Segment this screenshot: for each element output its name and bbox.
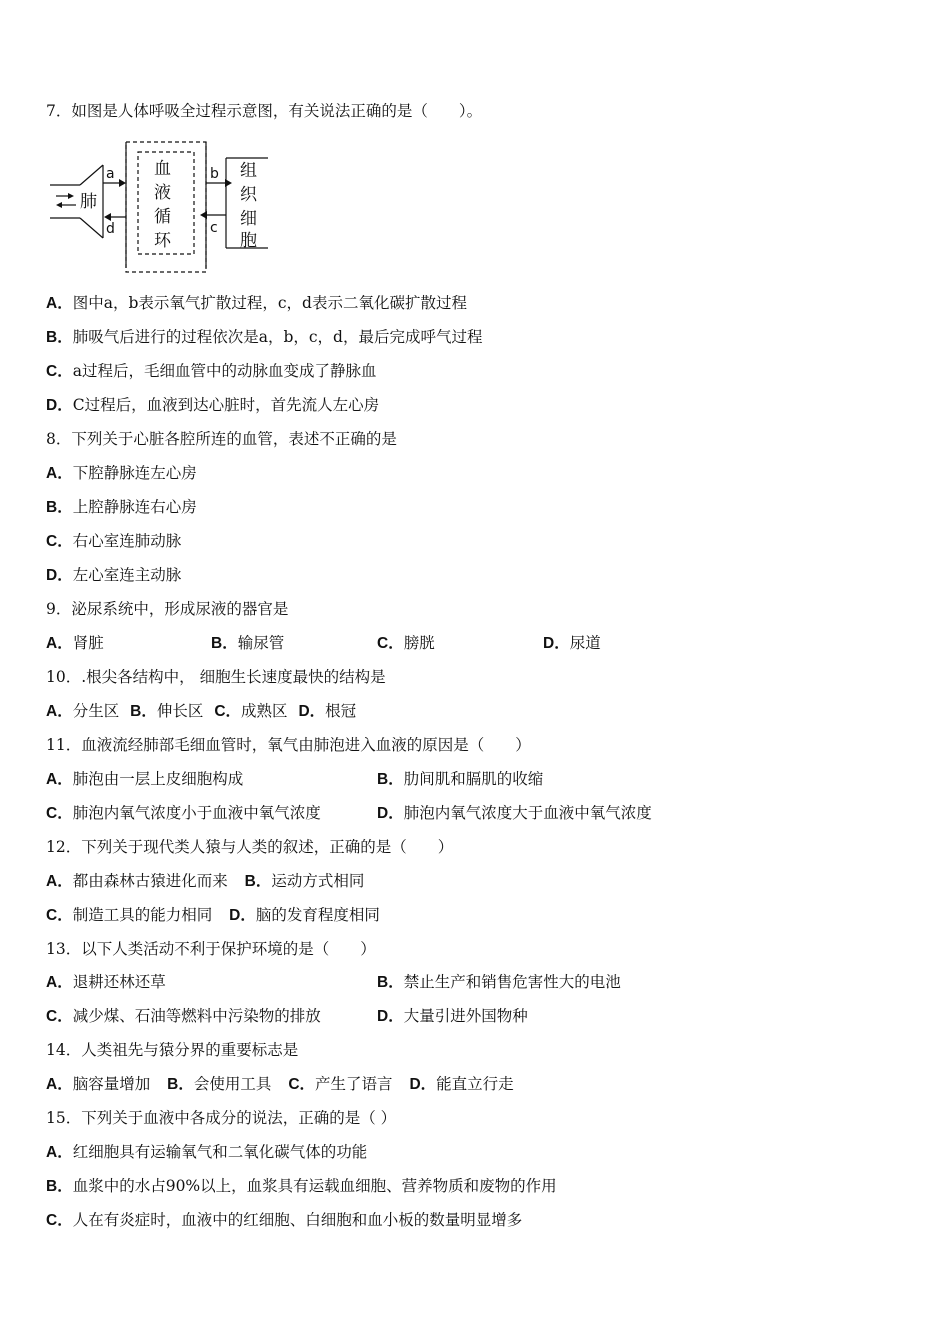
q12-options-row2 [46, 905, 380, 926]
q15-option-a[interactable]: A．红细胞具有运输氧气和二氧化碳气体的功能 [46, 1143, 368, 1161]
q11-option-c[interactable]: C．肺泡内氧气浓度小于血液中氧气浓度 [46, 804, 321, 822]
blood-char-2: 液 [154, 183, 171, 203]
lung-label: 肺 [80, 192, 97, 212]
q12-option-a[interactable]: A．都由森林古猿进化而来 [46, 872, 228, 890]
q9-options [46, 633, 746, 654]
q14-stem: 14．人类祖先与猿分界的重要标志是 [46, 1041, 299, 1059]
q8-option-b[interactable]: B．上腔静脉连右心房 [46, 498, 197, 516]
q11-stem: 11．血液流经肺部毛细血管时，氧气由肺泡进入血液的原因是（ ） [46, 736, 531, 754]
q8-option-a[interactable]: A．下腔静脉连左心房 [46, 464, 197, 482]
label-d: d [106, 221, 115, 237]
q10-options [46, 701, 356, 722]
q7-stem: 7．如图是人体呼吸全过程示意图，有关说法正确的是（ ）。 [46, 102, 483, 120]
tissue-char-3: 细 [240, 209, 257, 229]
q11-option-a[interactable]: A．肺泡由一层上皮细胞构成 [46, 770, 244, 788]
q10-option-a[interactable]: A．分生区 [46, 702, 120, 720]
q14-option-a[interactable]: A．脑容量增加 [46, 1075, 151, 1093]
q9-stem: 9．泌尿系统中，形成尿液的器官是 [46, 600, 289, 618]
label-c: c [210, 220, 218, 236]
q11-option-d[interactable]: D．肺泡内氧气浓度大于血液中氧气浓度 [377, 804, 652, 822]
q8-stem: 8．下列关于心脏各腔所连的血管，表述不正确的是 [46, 430, 397, 448]
label-b: b [210, 166, 219, 182]
q10-stem: 10．.根尖各结构中， 细胞生长速度最快的结构是 [46, 668, 386, 686]
tissue-char-2: 织 [240, 185, 257, 205]
q7-option-b[interactable]: B．肺吸气后进行的过程依次是a，b，c，d，最后完成呼气过程 [46, 328, 483, 346]
q9-option-a[interactable]: A．肾脏 [46, 634, 104, 652]
q9-option-c[interactable]: C．膀胱 [377, 634, 435, 652]
q13-option-c[interactable]: C．减少煤、石油等燃料中污染物的排放 [46, 1007, 321, 1025]
blood-char-1: 血 [154, 159, 171, 179]
q13-stem: 13．以下人类活动不利于保护环境的是（ ） [46, 940, 376, 958]
q13-option-d[interactable]: D．大量引进外国物种 [377, 1007, 528, 1025]
q12-option-b[interactable]: B．运动方式相同 [244, 872, 365, 890]
q10-option-b[interactable]: B．伸长区 [130, 702, 204, 720]
q7-option-d[interactable]: D．C过程后，血液到达心脏时，首先流人左心房 [46, 396, 380, 414]
blood-char-3: 循 [154, 207, 171, 227]
q15-stem: 15．下列关于血液中各成分的说法，正确的是（ ） [46, 1109, 397, 1127]
q12-option-d[interactable]: D．脑的发育程度相同 [229, 906, 380, 924]
q13-option-a[interactable]: A．退耕还林还草 [46, 973, 166, 991]
q14-option-d[interactable]: D．能直立行走 [409, 1075, 514, 1093]
q7-option-a[interactable]: A．图中a，b表示氧气扩散过程，c，d表示二氧化碳扩散过程 [46, 294, 467, 312]
q14-options [46, 1074, 514, 1095]
q14-option-c[interactable]: C．产生了语言 [288, 1075, 393, 1093]
tissue-char-1: 组 [240, 161, 257, 181]
q10-option-c[interactable]: C．成熟区 [214, 702, 288, 720]
q13-option-b[interactable]: B．禁止生产和销售危害性大的电池 [377, 973, 621, 991]
q10-option-d[interactable]: D．根冠 [298, 702, 357, 720]
respiration-diagram [46, 138, 276, 278]
tissue-char-4: 胞 [240, 231, 257, 251]
q8-option-d[interactable]: D．左心室连主动脉 [46, 566, 182, 584]
q14-option-b[interactable]: B．会使用工具 [167, 1075, 272, 1093]
q12-stem: 12．下列关于现代类人猿与人类的叙述，正确的是（ ） [46, 838, 454, 856]
q9-option-d[interactable]: D．尿道 [543, 634, 601, 652]
q11-option-b[interactable]: B．肋间肌和膈肌的收缩 [377, 770, 544, 788]
blood-char-4: 环 [154, 231, 171, 251]
q15-option-c[interactable]: C．人在有炎症时，血液中的红细胞、白细胞和血小板的数量明显增多 [46, 1211, 523, 1229]
q7-option-c[interactable]: C．a过程后，毛细血管中的动脉血变成了静脉血 [46, 362, 377, 380]
q12-options-row1 [46, 871, 364, 892]
q9-option-b[interactable]: B．输尿管 [211, 634, 285, 652]
q12-option-c[interactable]: C．制造工具的能力相同 [46, 906, 213, 924]
q15-option-b[interactable]: B．血浆中的水占90%以上，血浆具有运载血细胞、营养物质和废物的作用 [46, 1177, 557, 1195]
label-a: a [106, 166, 115, 182]
q8-option-c[interactable]: C．右心室连肺动脉 [46, 532, 182, 550]
